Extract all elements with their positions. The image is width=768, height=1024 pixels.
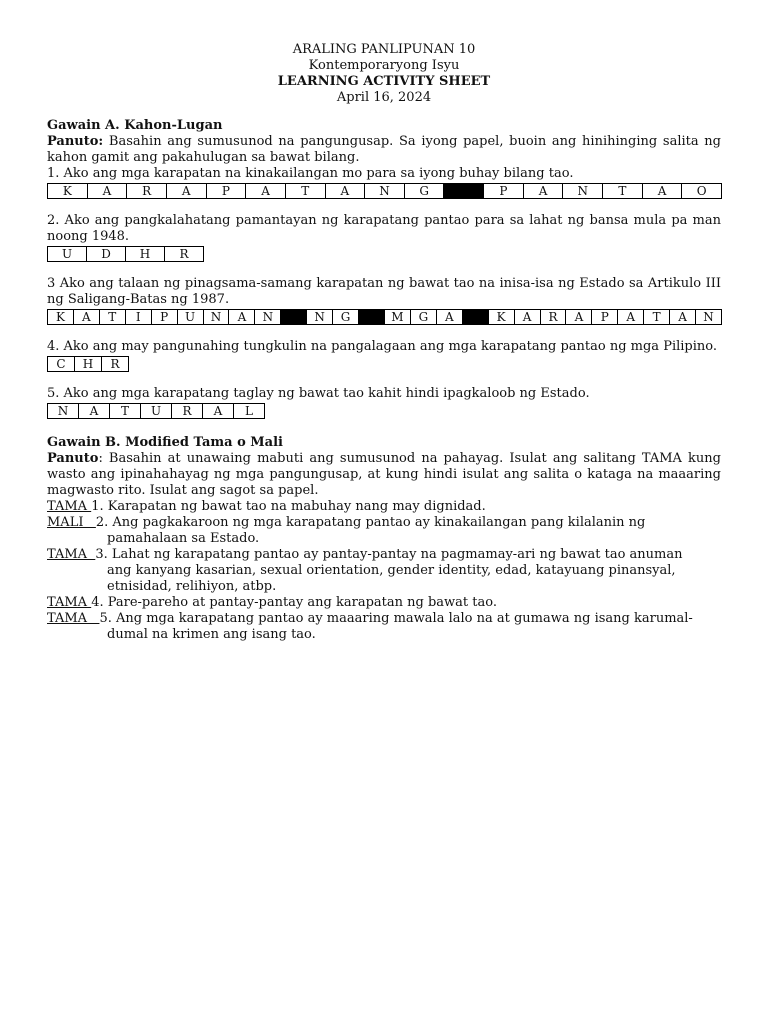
- letter-cell: T: [603, 184, 643, 198]
- letter-cell: R: [165, 247, 204, 261]
- letter-cell: U: [141, 404, 172, 418]
- gawain-a-title: Gawain A. Kahon-Lugan: [47, 118, 223, 133]
- letter-cell: G: [333, 310, 359, 324]
- letter-cell: R: [127, 184, 167, 198]
- statement-item: [47, 499, 721, 515]
- letter-cell: A: [246, 184, 286, 198]
- letter-cell: A: [437, 310, 463, 324]
- statement-item: [47, 611, 721, 643]
- question-text: 4. Ako ang may pangunahing tungkulin na pangalagaan ang mga karapatang pantao ng mga Pilipino.: [47, 339, 717, 354]
- letter-cell: I: [126, 310, 152, 324]
- sheet-title: LEARNING ACTIVITY SHEET: [277, 74, 491, 89]
- answer-text: TAMA: [47, 611, 100, 626]
- statement-text: 4. Pare-pareho at pantay-pantay ang karapatan ng bawat tao.: [91, 595, 497, 610]
- letter-cell: N: [563, 184, 603, 198]
- answer-box-grid: [47, 309, 722, 325]
- statement-item: [47, 547, 721, 595]
- letter-cell: A: [643, 184, 683, 198]
- letter-cell: K: [489, 310, 515, 324]
- question-item: [47, 213, 721, 262]
- letter-cell: A: [88, 184, 128, 198]
- statement-continuation: pamahalaan sa Estado.: [107, 531, 260, 546]
- question-text: 2. Ako ang pangkalahatang pamantayan ng karapatang pantao para sa lahat ng bansa mula pa man noong 1948.: [47, 213, 721, 244]
- letter-cell: A: [167, 184, 207, 198]
- letter-cell: N: [365, 184, 405, 198]
- letter-cell: D: [87, 247, 126, 261]
- answer-box-grid: [47, 403, 265, 419]
- letter-cell: M: [385, 310, 411, 324]
- gawain-a-items: [47, 166, 721, 419]
- blank-cell: [359, 310, 385, 324]
- statement-continuation: ang kanyang kasarian, sexual orientation, gender identity, edad, katayuang pinansyal, etnisidad, relihiyon, atbp.: [107, 563, 676, 594]
- letter-cell: A: [566, 310, 592, 324]
- statement-text: 3. Lahat ng karapatang pantao ay pantay-pantay na pagmamay-ari ng bawat tao anuman: [95, 547, 683, 562]
- gawain-a-instructions: [47, 134, 721, 166]
- letter-cell: N: [204, 310, 230, 324]
- statement-text: 5. Ang mga karapatang pantao ay maaaring mawala lalo na at gumawa ng isang karumal-: [99, 611, 693, 626]
- gawain-b-title: Gawain B. Modified Tama o Mali: [47, 435, 283, 450]
- letter-cell: P: [484, 184, 524, 198]
- letter-cell: U: [48, 247, 87, 261]
- panuto-text: Basahin ang sumusunod na pangungusap. Sa iyong papel, buoin ang hinihinging salita ng kahon gamit ang pakahulugan sa bawat bilang.: [47, 134, 721, 165]
- letter-cell: N: [48, 404, 79, 418]
- answer-box-grid: [47, 356, 129, 372]
- letter-cell: R: [102, 357, 129, 371]
- letter-cell: H: [126, 247, 165, 261]
- statement-text: 1. Karapatan ng bawat tao na mabuhay nang may dignidad.: [91, 499, 486, 514]
- panuto-text: : Basahin at unawaing mabuti ang sumusunod na pahayag. Isulat ang salitang TAMA kung wasto ang ipinahahayag ng mga pangungusap, at kung hindi isulat ang salita o kataga na maaaring magwasto rito. Isulat ang sagot sa papel.: [47, 451, 721, 498]
- letter-cell: R: [172, 404, 203, 418]
- header: [47, 42, 721, 106]
- letter-cell: N: [696, 310, 722, 324]
- statement-text: 2. Ang pagkakaroon ng mga karapatang pantao ay kinakailangan pang kilalanin ng: [95, 515, 646, 530]
- subject-title: ARALING PANLIPUNAN 10: [292, 42, 476, 57]
- letter-cell: L: [234, 404, 265, 418]
- letter-cell: K: [48, 184, 88, 198]
- letter-cell: A: [79, 404, 110, 418]
- letter-cell: C: [48, 357, 75, 371]
- question-text: 3 Ako ang talaan ng pinagsama-samang karapatan ng bawat tao na inisa-isa ng Estado sa Artikulo III ng Saligang-Batas ng 1987.: [47, 276, 721, 307]
- statement-continuation: dumal na krimen ang isang tao.: [107, 627, 316, 642]
- letter-cell: N: [255, 310, 281, 324]
- letter-cell: A: [326, 184, 366, 198]
- letter-cell: K: [48, 310, 74, 324]
- letter-cell: A: [203, 404, 234, 418]
- letter-cell: T: [644, 310, 670, 324]
- letter-cell: A: [229, 310, 255, 324]
- letter-cell: A: [515, 310, 541, 324]
- letter-cell: H: [75, 357, 102, 371]
- gawain-b-items: [47, 499, 721, 643]
- question-text: 1. Ako ang mga karapatan na kinakailangan mo para sa iyong buhay bilang tao.: [47, 166, 574, 181]
- question-item: [47, 339, 721, 372]
- sheet-date: April 16, 2024: [336, 90, 432, 105]
- blank-cell: [444, 184, 484, 198]
- letter-cell: A: [670, 310, 696, 324]
- letter-cell: A: [524, 184, 564, 198]
- letter-cell: R: [541, 310, 567, 324]
- worksheet: [47, 42, 721, 643]
- letter-cell: G: [405, 184, 445, 198]
- blank-cell: [281, 310, 307, 324]
- answer-text: TAMA: [47, 547, 96, 562]
- gawain-b-instructions: [47, 451, 721, 499]
- answer-text: MALI: [47, 515, 96, 530]
- question-item: [47, 166, 721, 199]
- letter-cell: P: [592, 310, 618, 324]
- statement-item: [47, 515, 721, 547]
- letter-cell: T: [100, 310, 126, 324]
- statement-item: [47, 595, 721, 611]
- question-item: [47, 386, 721, 419]
- question-text: 5. Ako ang mga karapatang taglay ng bawat tao kahit hindi ipagkaloob ng Estado.: [47, 386, 590, 401]
- letter-cell: U: [178, 310, 204, 324]
- letter-cell: T: [286, 184, 326, 198]
- letter-cell: A: [618, 310, 644, 324]
- question-item: [47, 276, 721, 325]
- letter-cell: P: [207, 184, 247, 198]
- letter-cell: P: [152, 310, 178, 324]
- letter-cell: G: [411, 310, 437, 324]
- letter-cell: O: [682, 184, 722, 198]
- letter-cell: A: [74, 310, 100, 324]
- subject-subtitle: Kontemporaryong Isyu: [308, 58, 460, 73]
- panuto-label: Panuto:: [47, 134, 104, 149]
- answer-box-grid: [47, 246, 204, 262]
- letter-cell: T: [110, 404, 141, 418]
- answer-text: TAMA: [47, 499, 92, 514]
- answer-text: TAMA: [47, 595, 92, 610]
- answer-box-grid: [47, 183, 722, 199]
- panuto-label: Panuto: [47, 451, 99, 466]
- blank-cell: [463, 310, 489, 324]
- letter-cell: N: [307, 310, 333, 324]
